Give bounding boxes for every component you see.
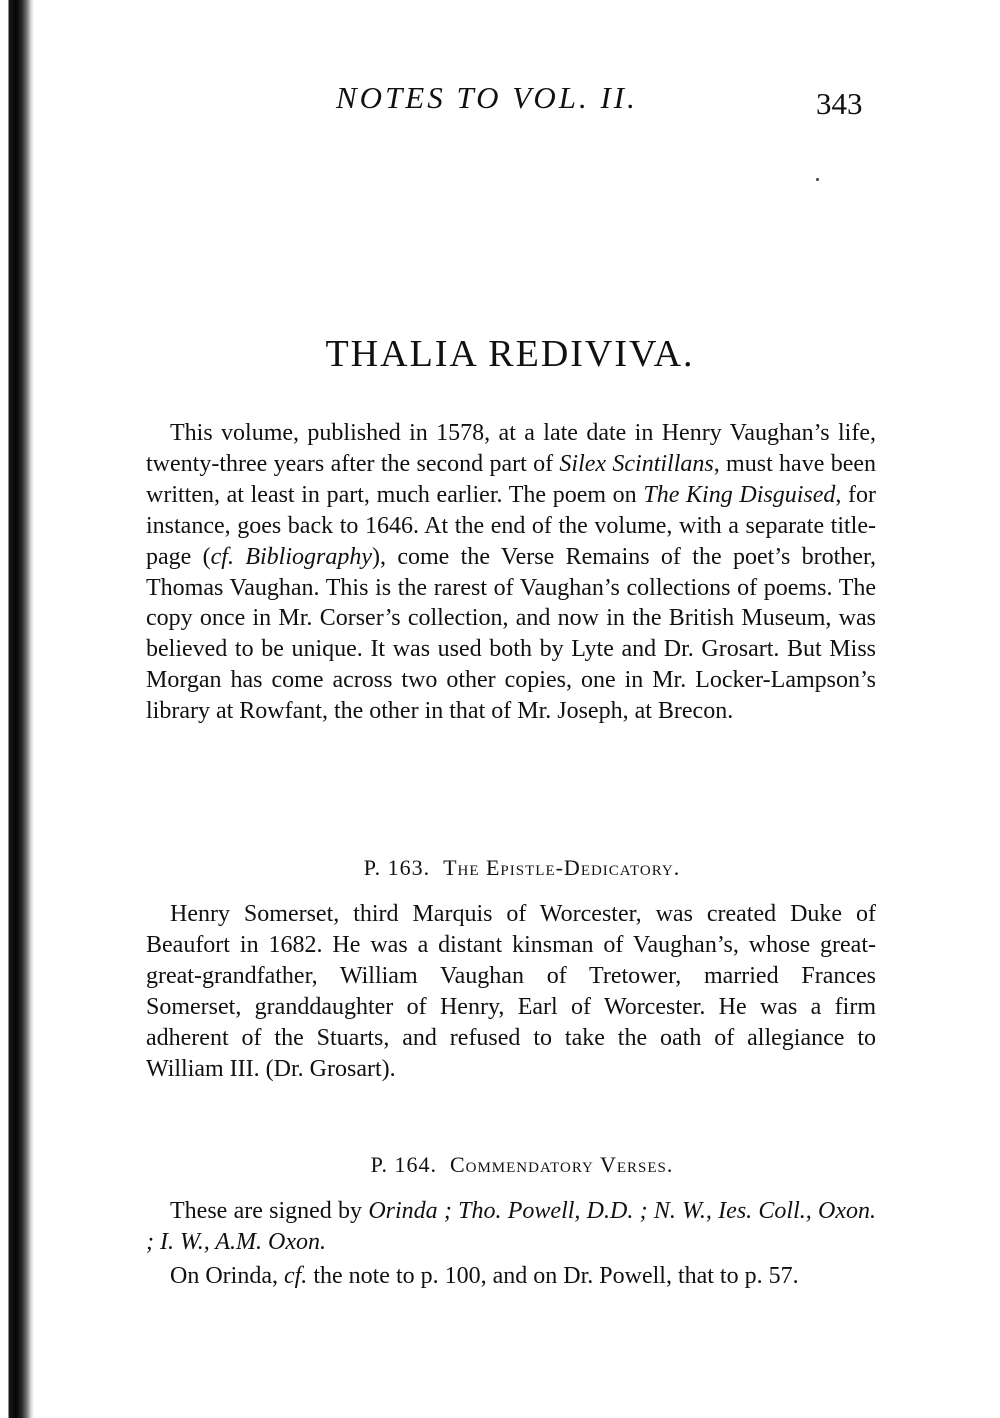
note-paragraph-epistle: Henry Somerset, third Marquis of Worcester, was created Duke of Beaufort in 1682. He was a distant kinsman of Vaughan’s, whose great-great-grandfather, William Vaughan of Tretower, married Frances Somerset, granddaughter of Henry, Earl of Worcester. He was a firm adherent of the Stuarts, and refused to take the oath of allegiance to William III. (Dr. Grosart). — [146, 901, 876, 1082]
orinda-lead: On Orinda, — [170, 1263, 284, 1289]
signatures-names: Orinda ; Tho. Powell, D.D. ; N. W., Ies. Coll., Oxon. ; I. W., A.M. Oxon. — [146, 1198, 877, 1255]
intro-paragraph — [146, 418, 876, 727]
orinda-cf: cf. — [283, 1263, 308, 1289]
section-title: THALIA REDIVIVA. — [325, 333, 695, 375]
note-heading-epistle — [0, 855, 1000, 881]
intro-text-1: This volume, published in 1578, at a late date in Henry Vaughan’s life, twenty-three years after the second part of — [146, 420, 876, 477]
note-title-commendatory: Commendatory Verses. — [449, 1152, 674, 1177]
book-spine-shadow — [0, 0, 34, 1418]
note-ref-163: P. 163. — [363, 855, 431, 880]
running-title: NOTES TO VOL. II. — [336, 80, 638, 115]
intro-text-4: ), come the Verse Remains of the poet’s brother, Thomas Vaughan. This is the rarest of Vaughan’s collections of poems. The copy once in Mr. Corser’s collection, and now in the British Museum, was believed to be unique. It was used both by Lyte and Dr. Grosart. But Miss Morgan has come across two other copies, one in Mr. Locker-Lampson’s library at Rowfant, the other in that of Mr. Joseph, at Brecon. — [146, 543, 876, 725]
ink-speck — [816, 178, 819, 181]
signatures-lead: These are signed by — [170, 1198, 369, 1224]
intro-text-3: , for instance, goes back to 1646. At the end of the volume, with a separate title-page ( — [146, 481, 877, 570]
page-number: 343 — [816, 86, 863, 121]
orinda-rest: the note to p. 100, and on Dr. Powell, that to p. 57. — [307, 1263, 799, 1289]
page-header — [0, 80, 1000, 130]
intro-cf-bibliography: cf. Bibliography — [210, 543, 372, 570]
note-ref-164: P. 164. — [370, 1152, 437, 1177]
note-heading-commendatory — [0, 1152, 1000, 1178]
note-title-epistle: The Epistle-Dedicatory. — [443, 855, 681, 880]
intro-text-2: , must have been written, at least in part, much earlier. The poem on — [146, 450, 876, 508]
intro-title-king: The King Disguised — [643, 481, 836, 508]
intro-title-silex: Silex Scintillans — [559, 450, 714, 477]
note-paragraph-signatures — [146, 1196, 876, 1258]
note-paragraph-orinda — [146, 1261, 876, 1292]
